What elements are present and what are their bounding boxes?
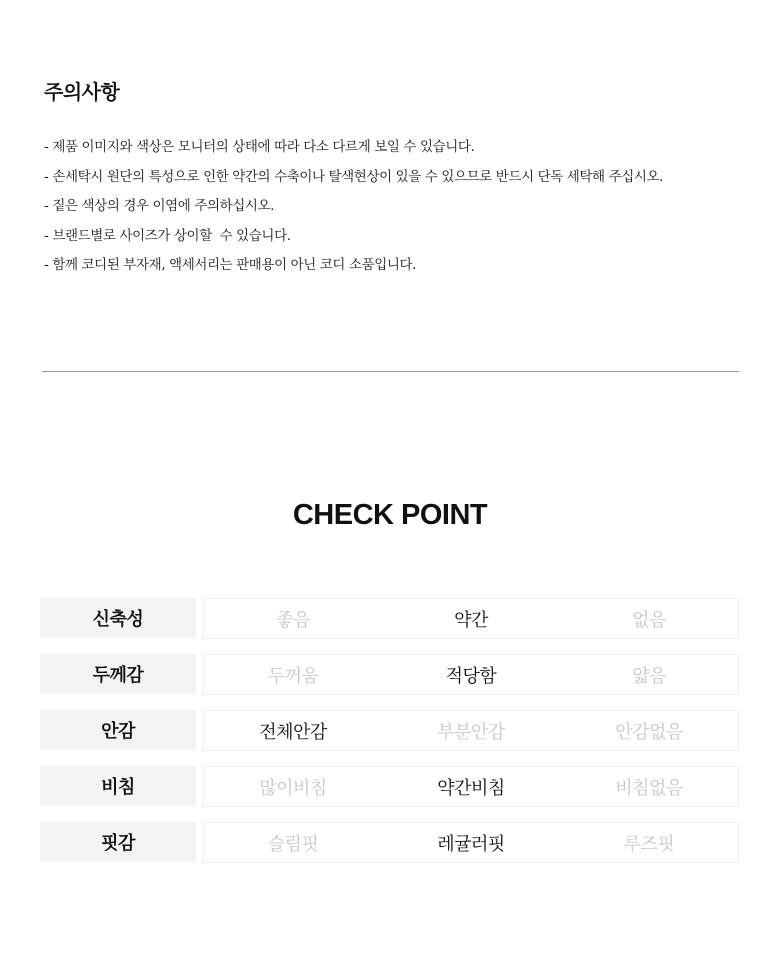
option: 많이비침	[259, 777, 327, 799]
option: 안감없음	[615, 721, 683, 743]
row-options	[203, 654, 739, 695]
option: 적당함	[445, 665, 497, 687]
check-row-lining	[40, 710, 739, 751]
row-options	[203, 822, 739, 863]
check-point-title: CHECK POINT	[292, 499, 488, 531]
check-row-fit	[40, 822, 739, 863]
option: 약간비침	[437, 777, 505, 799]
option: 약간	[454, 609, 488, 631]
caution-item: - 제품 이미지와 색상은 모니터의 상태에 따라 다소 다르게 보일 수 있습니다.	[44, 139, 475, 155]
caution-item: - 손세탁시 원단의 특성으로 인한 약간의 수축이나 탈색현상이 있을 수 있으므로 반드시 단독 세탁해 주십시오.	[44, 168, 664, 185]
caution-title: 주의사항	[44, 80, 120, 104]
caution-section	[44, 78, 744, 281]
row-options	[203, 766, 739, 807]
row-label: 두께감	[40, 654, 196, 694]
option: 두꺼움	[267, 665, 319, 687]
caution-list	[44, 133, 744, 281]
option: 루즈핏	[623, 833, 675, 855]
caution-item: - 짙은 색상의 경우 이염에 주의하십시오.	[44, 198, 275, 214]
option: 얇음	[632, 665, 666, 687]
option: 전체안감	[259, 721, 327, 743]
section-divider	[42, 371, 739, 372]
check-row-thickness	[40, 654, 739, 695]
caution-item: - 브랜드별로 사이즈가 상이할 수 있습니다.	[44, 227, 291, 244]
option: 비침없음	[615, 777, 683, 799]
option: 부분안감	[437, 721, 505, 743]
row-label: 안감	[40, 710, 196, 750]
row-label: 비침	[40, 766, 196, 806]
row-options	[203, 710, 739, 751]
option: 레귤러핏	[437, 833, 505, 855]
check-row-sheerness	[40, 766, 739, 807]
row-label: 신축성	[40, 598, 196, 638]
option: 슬림핏	[267, 833, 319, 855]
option: 좋음	[276, 609, 310, 631]
row-options	[203, 598, 739, 639]
check-row-stretch	[40, 598, 739, 639]
row-label: 핏감	[40, 822, 196, 862]
option: 없음	[632, 609, 666, 631]
caution-item: - 함께 코디된 부자재, 액세서리는 판매용이 아닌 코디 소품입니다.	[44, 257, 417, 273]
check-point-table	[40, 598, 739, 878]
